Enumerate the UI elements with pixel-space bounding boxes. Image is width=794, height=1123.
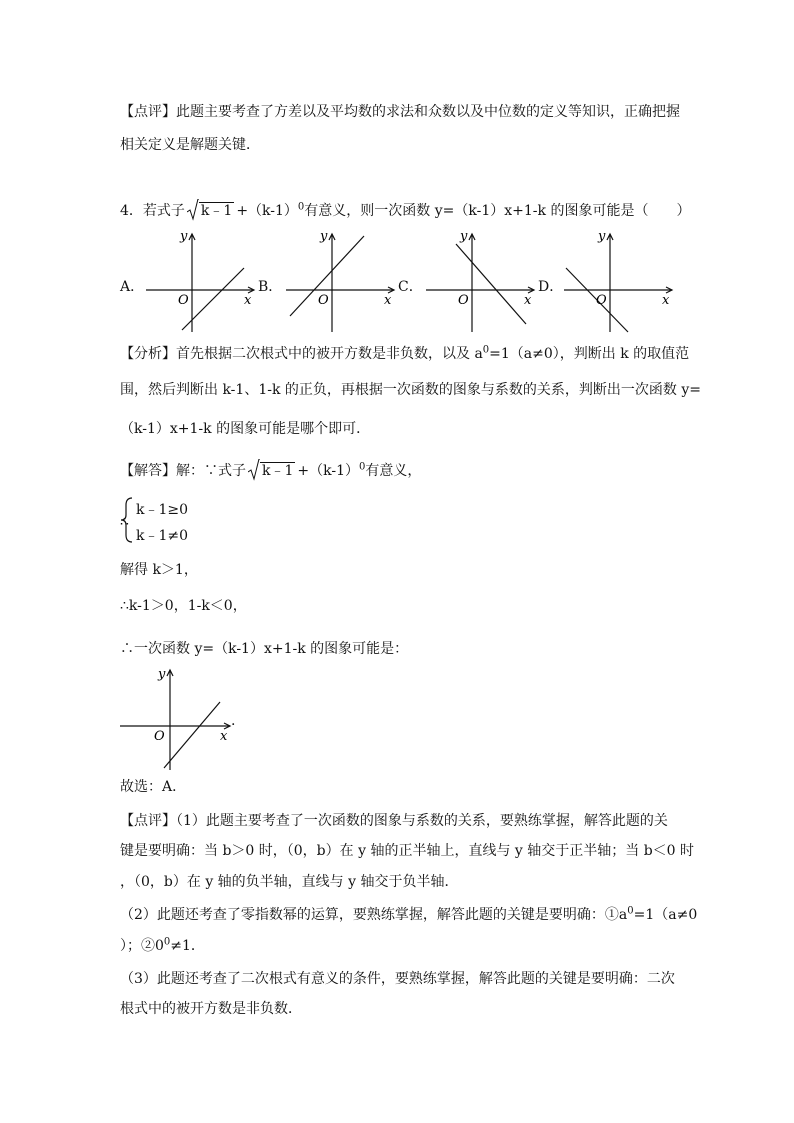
svg-text:O: O (154, 729, 165, 744)
svg-text:x: x (524, 293, 532, 308)
svg-text:y: y (180, 229, 188, 244)
review2-p3-line2: 根式中的被开方数是非负数． (120, 1001, 302, 1017)
review2-p1-line2: 键是要明确：当 b＞0 时，（0，b）在 y 轴的正半轴上，直线与 y 轴交于正半轴；当 b＜0 时 (120, 843, 695, 859)
review1-line2: 相关定义是解题关键． (120, 137, 260, 153)
option-a-label: A． (120, 279, 145, 295)
system-line1: k﹣1≥0 (136, 502, 189, 518)
brace-icon (118, 497, 134, 543)
analysis-line1: 【分析】首先根据二次根式中的被开方数是非负数，以及 $a^0=1(a\ne 0)$，判断出 k 的取值范 (120, 344, 690, 362)
review2-p1-line1: 【点评】（1）此题主要考查了一次函数的图象与系数的关系，要熟练掌握，解答此题的关 (120, 813, 668, 829)
option-c-label: C． (398, 279, 423, 295)
review2-p2-line1: （2）此题还考查了零指数幂的运算，要熟练掌握，解答此题的关键是要明确：$①a^0=1(a\ne 0$ (120, 905, 698, 923)
svg-text:O: O (318, 293, 329, 308)
option-b-label: B． (258, 279, 283, 295)
analysis-line3: （k-1）x+1-k 的图象可能是哪个即可． (120, 421, 371, 437)
svg-text:y: y (460, 229, 468, 244)
review1-line1: 【点评】此题主要考查了方差以及平均数的求法和众数以及中位数的定义等知识，正确把握 (120, 104, 680, 120)
option-a-graph (140, 228, 260, 334)
svg-text:x: x (662, 293, 670, 308)
system-line2: k﹣1≠0 (136, 528, 189, 544)
sqrt-expression: k﹣1 (187, 202, 234, 220)
sqrt-expression: k﹣1 (248, 462, 295, 480)
question-number: 4． (120, 203, 143, 219)
review2-p1-line3: ，（0，b）在 y 轴的负半轴，直线与 y 轴交于负半轴． (120, 874, 459, 890)
option-d-label: D． (538, 279, 564, 295)
answer-choice: 故选：A． (120, 779, 187, 795)
option-b-graph (280, 228, 400, 334)
review-tag: 【点评】 (120, 104, 176, 120)
trailing-dot: . (231, 713, 236, 729)
analysis-tag: 【分析】 (120, 346, 176, 362)
svg-text:x: x (384, 293, 392, 308)
svg-text:y: y (158, 667, 166, 682)
svg-text:O: O (178, 293, 189, 308)
review2-p3-line1: （3）此题还考查了二次根式有意义的条件，要熟练掌握，解答此题的关键是要明确：二次 (120, 971, 675, 987)
svg-text:O: O (596, 293, 607, 308)
analysis-line2: 围，然后判断出 k-1、1-k 的正负，再根据一次函数的图象与系数的关系，判断出一次函数 y= (120, 382, 701, 398)
answer-tag: 【解答】 (120, 463, 176, 479)
answer-signs: ∴k-1＞0，1-k＜0， (120, 598, 247, 614)
svg-text:x: x (220, 729, 228, 744)
answer-solved: 解得 k＞1， (120, 562, 198, 578)
svg-text:y: y (320, 229, 328, 244)
answer-conclusion: ∴一次函数 y=（k-1）x+1-k 的图象可能是： (120, 641, 409, 657)
answer-graph (118, 664, 238, 772)
svg-text:y: y (598, 229, 606, 244)
therefore-symbol: ∴ (120, 514, 129, 530)
review-tag: 【点评】 (120, 813, 176, 829)
option-d-graph (558, 228, 678, 334)
question-stem: 4．若式子 k﹣1 $+(k-1)^0$有意义，则一次函数 y=（k-1）x+1-k 的图象可能是（ ） (120, 202, 690, 220)
svg-text:x: x (244, 293, 252, 308)
radical-sign-icon (187, 199, 199, 221)
svg-text:O: O (458, 293, 469, 308)
radical-sign-icon (248, 459, 260, 481)
option-c-graph (420, 228, 540, 334)
answer-line1: 【解答】解：∵式子 k﹣1 $+(k-1)^0$有意义， (120, 462, 421, 480)
review2-p2-line2: ）；$②0^0\ne 1$． (120, 936, 205, 954)
